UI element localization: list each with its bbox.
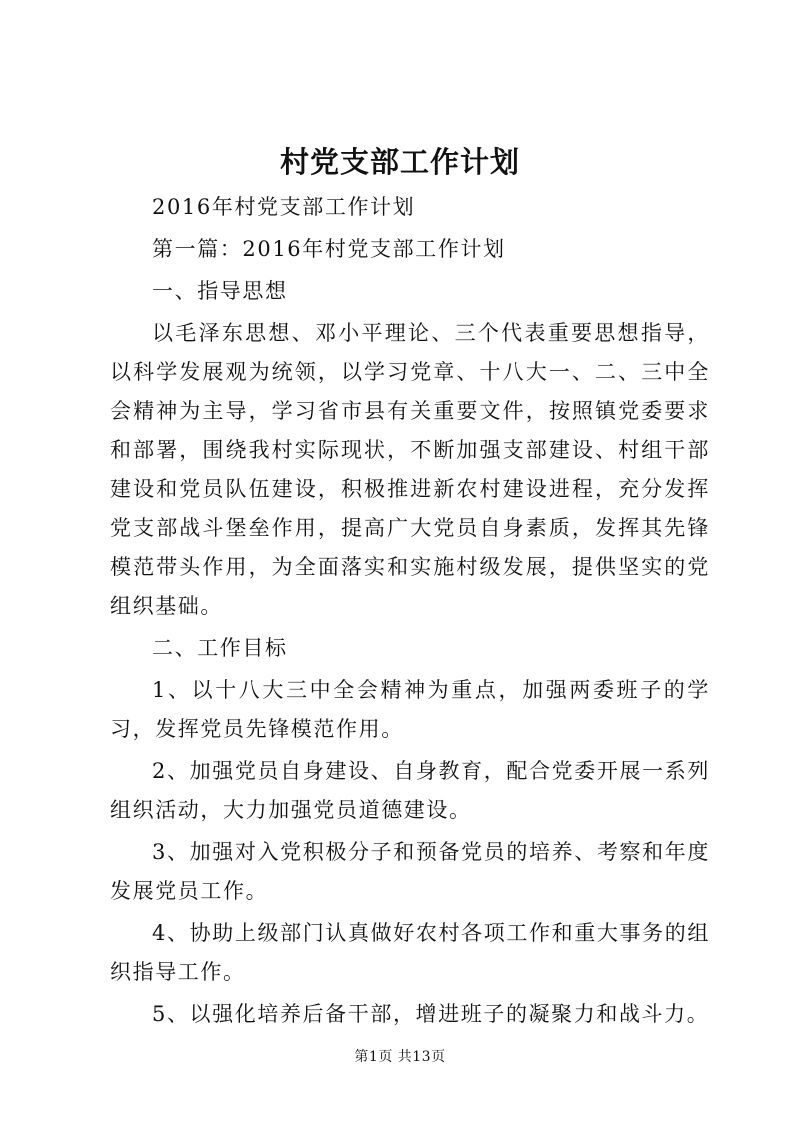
document-title: 村党支部工作计划 — [279, 145, 520, 179]
heading-work-goals: 二、工作目标 — [152, 636, 288, 660]
section-heading-first: 第一篇：2016年村党支部工作计划 — [152, 237, 506, 261]
heading-guiding-ideology: 一、指导思想 — [152, 279, 288, 303]
goal-item-2: 2、加强党员自身建设、自身教育，配合党委开展一系列组织活动，大力加强党员道德建设。 — [110, 759, 710, 822]
subtitle-paragraph: 2016年村党支部工作计划 — [152, 195, 416, 219]
goal-item-4: 4、协助上级部门认真做好农村各项工作和重大事务的组织指导工作。 — [110, 921, 710, 984]
goal-item-5: 5、以强化培养后备干部，增进班子的凝聚力和战斗力。 — [152, 1002, 710, 1026]
goal-item-1: 1、以十八大三中全会精神为重点，加强两委班子的学习，发挥党员先锋模范作用。 — [110, 678, 710, 741]
paragraph-guiding-ideology: 以毛泽东思想、邓小平理论、三个代表重要思想指导，以科学发展观为统领，以学习党章、十八大一、二、三中全会精神为主导，学习省市县有关重要文件，按照镇党委要求和部署，围绕我村实际现状，不断加强支部建设、村组干部建设和党员队伍建设，积极推进新农村建设进程，充分发挥党支部战斗堡垒作用，提高广大党员自身素质，发挥其先锋模范带头作用，为全面落实和实施村级发展，提供坚实的党组织基础。 — [110, 321, 710, 618]
page-footer: 第1页 共13页 — [354, 1049, 446, 1065]
document-body — [110, 188, 710, 1034]
goal-item-3: 3、加强对入党积极分子和预备党员的培养、考察和年度发展党员工作。 — [110, 840, 710, 903]
